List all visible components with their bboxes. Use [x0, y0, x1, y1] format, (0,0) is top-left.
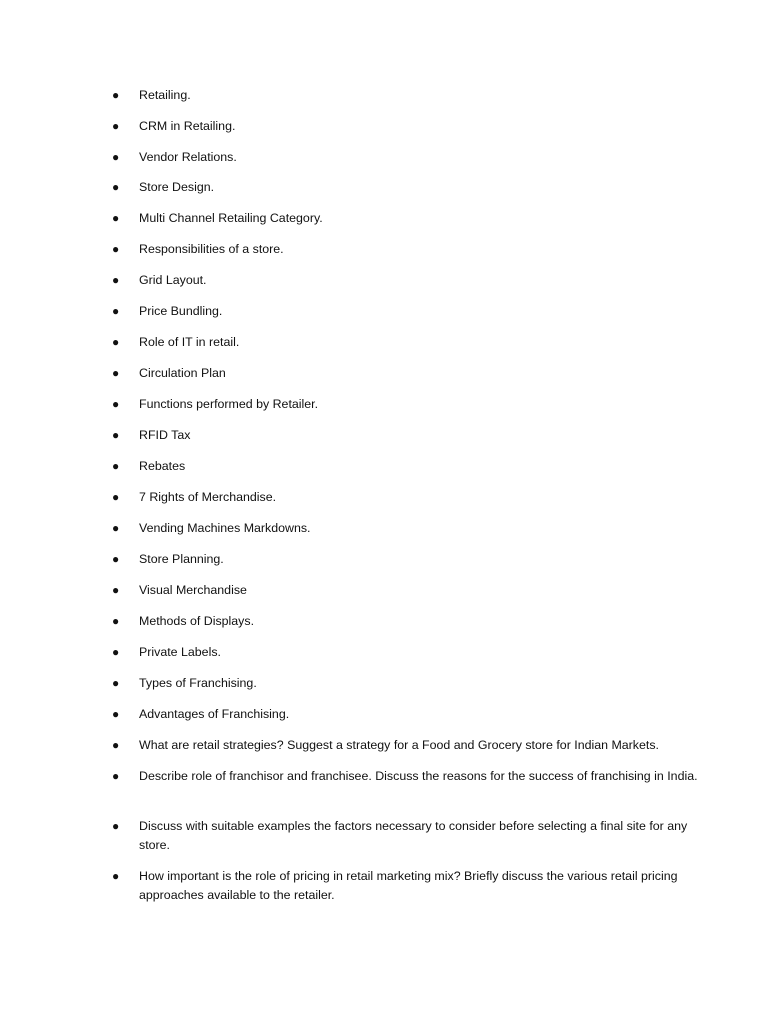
- list-item-text: RFID Tax: [139, 428, 191, 442]
- list-item-text: How important is the role of pricing in retail marketing mix? Briefly discuss the various retail pricing approaches available to the retailer.: [139, 869, 678, 902]
- list-item-text: Retailing.: [139, 88, 191, 102]
- bullet-icon: ●: [112, 150, 120, 164]
- bullet-icon: ●: [112, 211, 120, 225]
- list-item: [112, 117, 712, 136]
- list-item-text: Role of IT in retail.: [139, 335, 240, 349]
- bullet-icon: ●: [112, 180, 120, 194]
- list-item: [112, 674, 712, 693]
- list-item: [112, 209, 712, 228]
- list-item: [112, 178, 712, 197]
- list-item: [112, 867, 712, 905]
- list-item: [112, 364, 712, 383]
- list-item-text: 7 Rights of Merchandise.: [139, 490, 277, 504]
- bullet-icon: ●: [112, 242, 120, 256]
- list-item-text: What are retail strategies? Suggest a strategy for a Food and Grocery store for Indian Markets.: [139, 738, 659, 752]
- list-item: [112, 581, 712, 600]
- list-item: [112, 817, 712, 855]
- bullet-icon: ●: [112, 490, 120, 504]
- bullet-icon: ●: [112, 645, 120, 659]
- list-item-text: Methods of Displays.: [139, 614, 255, 628]
- bullet-icon: ●: [112, 869, 120, 883]
- bullet-icon: ●: [112, 335, 120, 349]
- list-item-text: Price Bundling.: [139, 304, 223, 318]
- list-item-text: Rebates: [139, 459, 186, 473]
- list-item: [112, 736, 712, 755]
- bullet-icon: ●: [112, 583, 120, 597]
- bullet-icon: ●: [112, 521, 120, 535]
- list-item-text: CRM in Retailing.: [139, 119, 236, 133]
- list-item: [112, 333, 712, 352]
- list-item: [112, 148, 712, 167]
- list-item-text: Circulation Plan: [139, 366, 226, 380]
- list-item-text: Advantages of Franchising.: [139, 707, 290, 721]
- list-item-text: Store Design.: [139, 180, 215, 194]
- list-item-text: Store Planning.: [139, 552, 224, 566]
- list-item-text: Private Labels.: [139, 645, 221, 659]
- list-item-text: Functions performed by Retailer.: [139, 397, 319, 411]
- bullet-icon: ●: [112, 614, 120, 628]
- list-item: [112, 240, 712, 259]
- list-item-text: Types of Franchising.: [139, 676, 257, 690]
- bullet-icon: ●: [112, 552, 120, 566]
- list-item-text: Vendor Relations.: [139, 150, 237, 164]
- list-item-text: Vending Machines Markdowns.: [139, 521, 311, 535]
- list-item: [112, 705, 712, 724]
- bullet-icon: ●: [112, 428, 120, 442]
- bullet-icon: ●: [112, 676, 120, 690]
- bullet-icon: ●: [112, 707, 120, 721]
- list-item-text: Discuss with suitable examples the factors necessary to consider before selecting a final site for any store.: [139, 819, 688, 852]
- list-item: [112, 643, 712, 662]
- list-item: [112, 612, 712, 631]
- list-item-text: Grid Layout.: [139, 273, 207, 287]
- list-item: [112, 488, 712, 507]
- list-item: [112, 86, 712, 105]
- list-item: [112, 395, 712, 414]
- list-item-text: Responsibilities of a store.: [139, 242, 284, 256]
- list-item: [112, 426, 712, 445]
- bullet-icon: ●: [112, 88, 120, 102]
- list-item: [112, 271, 712, 290]
- list-item: [112, 302, 712, 321]
- list-item: [112, 767, 712, 786]
- list-item: [112, 519, 712, 538]
- list-item-text: Visual Merchandise: [139, 583, 247, 597]
- bullet-icon: ●: [112, 459, 120, 473]
- list-item: [112, 457, 712, 476]
- bullet-icon: ●: [112, 769, 120, 783]
- bullet-icon: ●: [112, 366, 120, 380]
- bullet-icon: ●: [112, 273, 120, 287]
- list-item: [112, 550, 712, 569]
- bullet-icon: ●: [112, 119, 120, 133]
- bullet-icon: ●: [112, 738, 120, 752]
- bullet-icon: ●: [112, 397, 120, 411]
- list-item-text: Multi Channel Retailing Category.: [139, 211, 323, 225]
- list-item-text: Describe role of franchisor and franchisee. Discuss the reasons for the success of franchising in India.: [139, 769, 698, 783]
- bullet-icon: ●: [112, 819, 120, 833]
- bullet-icon: ●: [112, 304, 120, 318]
